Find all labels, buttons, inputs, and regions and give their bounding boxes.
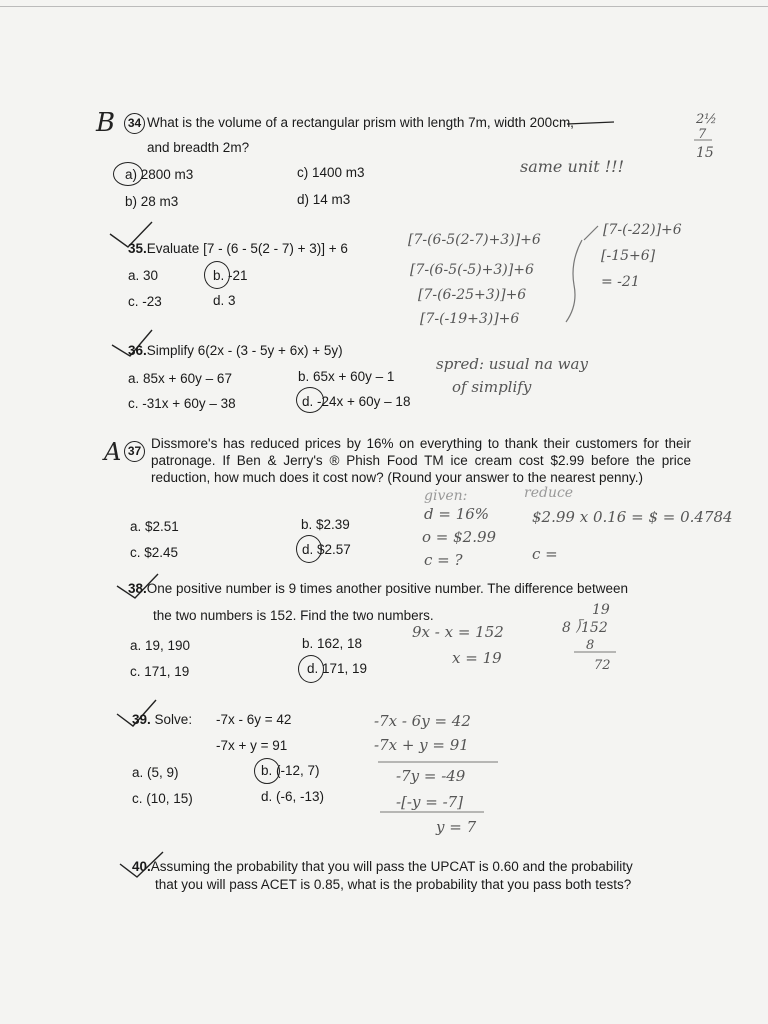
question-number-36: 36. [128,343,147,358]
question-37-text: Dissmore's has reduced prices by 16% on everything to thank their customers for their patronage. If Ben & Jerry's ® Phish Food TM ice cream cost $2.99 before the price reduction, how much does it cost now? (Round your answer to the nearest penny.) [151,436,691,485]
question-39: 39. Solve: [132,712,193,727]
option-34-d[interactable]: d) 14 m3 [297,192,351,207]
question-34-line1: 34 What is the volume of a rectangular prism with length 7m, width 200cm, [124,113,574,134]
question-number-38: 38. [128,581,147,596]
question-number-40: 40. [132,859,151,874]
option-36-b[interactable]: b. 65x + 60y – 1 [298,369,395,384]
question-35: 35.Evaluate [7 - (6 - 5(2 - 7) + 3)] + 6 [128,241,348,256]
answer-circle-34-a [113,162,143,186]
option-39-b[interactable]: b. (-12, 7) [261,763,320,778]
option-39-d[interactable]: d. (-6, -13) [261,789,325,804]
answer-circle-39-b [254,758,280,784]
option-36-a[interactable]: a. 85x + 60y – 67 [128,371,232,386]
question-number-39: 39. [132,712,151,727]
worksheet-page: B 34 What is the volume of a rectangular prism with length 7m, width 200cm, and breadth 2m? a) 2800 m3 c) 1400 m3 b) 28 m3 d) 14 m3 same unit !!! 2½ 7 15 35.Evaluate [7 - (6 - 5(2 - 7) + 3)] + 6 a. 30 b. -21 c. -23 d. 3 [7-(6-5(2-7)+3)]+6 [7-(6-5(-5)+3)]+6 [7-(6-25+3)]+6 [7-(-19+3)]+6 [7-(-22)]+6 [-15+6] = -21 36.Simplify 6(2x - (3 - 5y + 6x) + 5y) a. 85x + 60y – 67 b. 65x + 60y – 1 c. -31x + 60y – 38 d. -24x + 60y – 18 spred: usual na way of simplify A 37 Dissmore's has reduced prices by 16% on everything to thank their customers for their patronage. If Ben & Jerry's ® Phish Food TM ice cream cost $2.99 before the price reduction, how much does it cost now? (Round your answer to the nearest penny.) a. $2.51 b. $2.39 c. $2.45 d. $2.57 given: d = 16% o = $2.99 c = ? reduce $2.99 x 0.16 = $ = 0.4784 c = 38.One positive number is 9 times another positive number. The difference between the two numbers is 152. Find the two numbers. a. 19, 190 b. 162, 18 c. 171, 19 d. 171, 19 9x - x = 152 x = 19 19 8 ⟌152 8 72 39. Solve: -7x - 6y = 42 -7x + y = 91 a. (5, 9) b. (-12, 7) c. (10, 15) d. (-6, -13) -7x - 6y = 42 -7x + y = 91 -7y = -49 -[-y = -7] y = 7 40.Assuming the probability that you will pass the UPCAT is 0.60 and the probability that you will pass ACET is 0.85, what is the probability that you pass both tests? [0,0,768,1024]
question-number-37-wrap [124,441,147,462]
grade-letter-q34: B [96,108,116,138]
option-39-c[interactable]: c. (10, 15) [132,791,193,806]
option-37-a[interactable]: a. $2.51 [130,519,179,534]
option-38-d[interactable]: d. 171, 19 [307,661,368,676]
question-number-37: 37 [124,441,145,462]
equation-39-2: -7x + y = 91 [216,738,288,753]
answer-circle-38-d [298,655,324,683]
question-34-line2: and breadth 2m? [147,140,250,155]
option-38-c[interactable]: c. 171, 19 [130,664,190,679]
margin-note-34: same unit !!! [520,157,625,176]
question-40-line1: 40.Assuming the probability that you will pass the UPCAT is 0.60 and the probability [132,859,633,874]
answer-circle-37-d [296,535,322,563]
answer-circle-35-b [204,261,230,289]
answer-circle-36-d [296,387,324,413]
brace-q35 [566,240,582,322]
option-34-c[interactable]: c) 1400 m3 [297,165,365,180]
underline-200cm [567,122,614,124]
equation-39-1: -7x - 6y = 42 [216,712,292,727]
option-34-b[interactable]: b) 28 m3 [125,194,179,209]
question-38-line1: 38.One positive number is 9 times another positive number. The difference between [128,581,629,596]
question-number-35: 35. [128,241,147,256]
option-35-d[interactable]: d. 3 [213,293,236,308]
option-38-b[interactable]: b. 162, 18 [302,636,363,651]
option-35-a[interactable]: a. 30 [128,268,159,283]
option-34-a[interactable]: a) 2800 m3 [125,167,194,182]
grade-letter-q37: A [104,438,122,466]
option-36-c[interactable]: c. -31x + 60y – 38 [128,396,236,411]
option-37-d[interactable]: d. $2.57 [302,542,351,557]
question-40-line2: that you will pass ACET is 0.85, what is the probability that you pass both tests? [155,877,632,892]
option-37-b[interactable]: b. $2.39 [301,517,350,532]
question-38-line2: the two numbers is 152. Find the two numbers. [153,608,434,623]
option-35-b[interactable]: b. -21 [213,268,248,283]
question-36: 36.Simplify 6(2x - (3 - 5y + 6x) + 5y) [128,343,343,358]
option-37-c[interactable]: c. $2.45 [130,545,179,560]
question-number-34: 34 [124,113,145,134]
option-39-a[interactable]: a. (5, 9) [132,765,179,780]
option-35-c[interactable]: c. -23 [128,294,162,309]
option-36-d[interactable]: d. -24x + 60y – 18 [302,394,411,409]
option-38-a[interactable]: a. 19, 190 [130,638,191,653]
